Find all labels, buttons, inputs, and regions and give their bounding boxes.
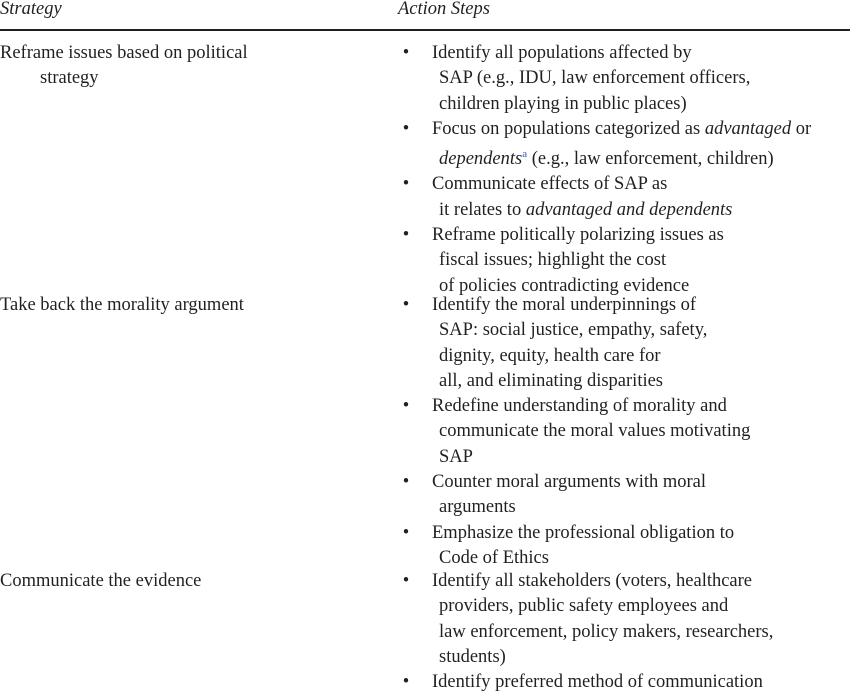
action-step-text: dependents$^a$ (e.g., law enforcement, children)	[439, 148, 774, 170]
strategy-text: Communicate the evidence	[0, 571, 202, 591]
action-step-text: SAP: social justice, empathy, safety,	[439, 320, 708, 341]
action-step-text: it relates to advantaged and dependents	[439, 199, 733, 220]
action-step-text: dignity, equity, health care for	[439, 345, 661, 366]
action-steps-list	[398, 569, 773, 695]
action-step	[398, 394, 750, 470]
action-step	[398, 293, 750, 394]
action-step-text: Identify all populations affected by	[432, 43, 692, 63]
action-step	[398, 470, 750, 521]
bullet-icon: •	[402, 571, 410, 591]
strategy-cell	[0, 293, 244, 318]
action-step	[398, 41, 811, 117]
action-step-text: Redefine understanding of morality and	[432, 396, 727, 417]
action-step-text: Identify preferred method of communication	[432, 672, 763, 693]
action-step-text: Emphasize the professional obligation to	[432, 522, 735, 543]
action-step	[398, 117, 811, 173]
action-step-text: Counter moral arguments with moral	[432, 472, 707, 493]
strategy-text: Reframe issues based on political	[0, 43, 248, 63]
action-step-text: SAP	[439, 446, 473, 467]
action-step-text: providers, public safety employees and	[439, 596, 729, 617]
action-step-text: Reframe politically polarizing issues as	[432, 225, 724, 246]
action-step-text: SAP (e.g., IDU, law enforcement officers,	[439, 68, 751, 89]
bullet-icon: •	[402, 225, 410, 246]
bullet-icon: •	[402, 396, 410, 417]
action-step-text: students)	[439, 646, 506, 667]
action-step-text: Focus on populations categorized as advantaged or	[432, 118, 812, 139]
action-step	[398, 569, 773, 670]
action-step-text: children playing in public places)	[439, 93, 687, 114]
column-header-action-steps: Action Steps	[398, 0, 490, 19]
strategy-text: Take back the morality argument	[0, 295, 244, 315]
bullet-icon: •	[402, 295, 410, 315]
strategy-cell	[0, 569, 201, 594]
column-header-strategy: Strategy	[0, 0, 62, 19]
action-steps-list	[398, 293, 750, 571]
action-step-text: communicate the moral values motivating	[439, 421, 751, 442]
action-step-text: fiscal issues; highlight the cost	[439, 250, 667, 271]
footnote-marker[interactable]: a	[522, 148, 528, 161]
bullet-icon: •	[402, 672, 410, 693]
bullet-icon: •	[402, 522, 410, 543]
bullet-icon: •	[402, 174, 410, 195]
action-step-text: law enforcement, policy makers, researchers,	[439, 621, 774, 642]
action-step	[398, 172, 811, 223]
action-step-text: all, and eliminating disparities	[439, 370, 664, 391]
strategy-text-continued: strategy	[40, 68, 99, 89]
action-step-text: of policies contradicting evidence	[439, 275, 690, 296]
action-step-text: Identify the moral underpinnings of	[432, 295, 697, 315]
strategy-cell	[0, 41, 248, 92]
action-step-text: Identify all stakeholders (voters, healthcare	[432, 571, 753, 591]
action-step	[398, 223, 811, 299]
action-steps-list	[398, 41, 811, 299]
header-rule	[0, 29, 850, 31]
bullet-icon: •	[402, 472, 410, 493]
bullet-icon: •	[402, 118, 410, 139]
action-step	[398, 521, 750, 572]
action-step-text: arguments	[439, 497, 516, 518]
action-step-text: Communicate effects of SAP as	[432, 174, 668, 195]
bullet-icon: •	[402, 43, 410, 63]
action-step-text: Code of Ethics	[439, 547, 549, 568]
action-step	[398, 670, 773, 695]
